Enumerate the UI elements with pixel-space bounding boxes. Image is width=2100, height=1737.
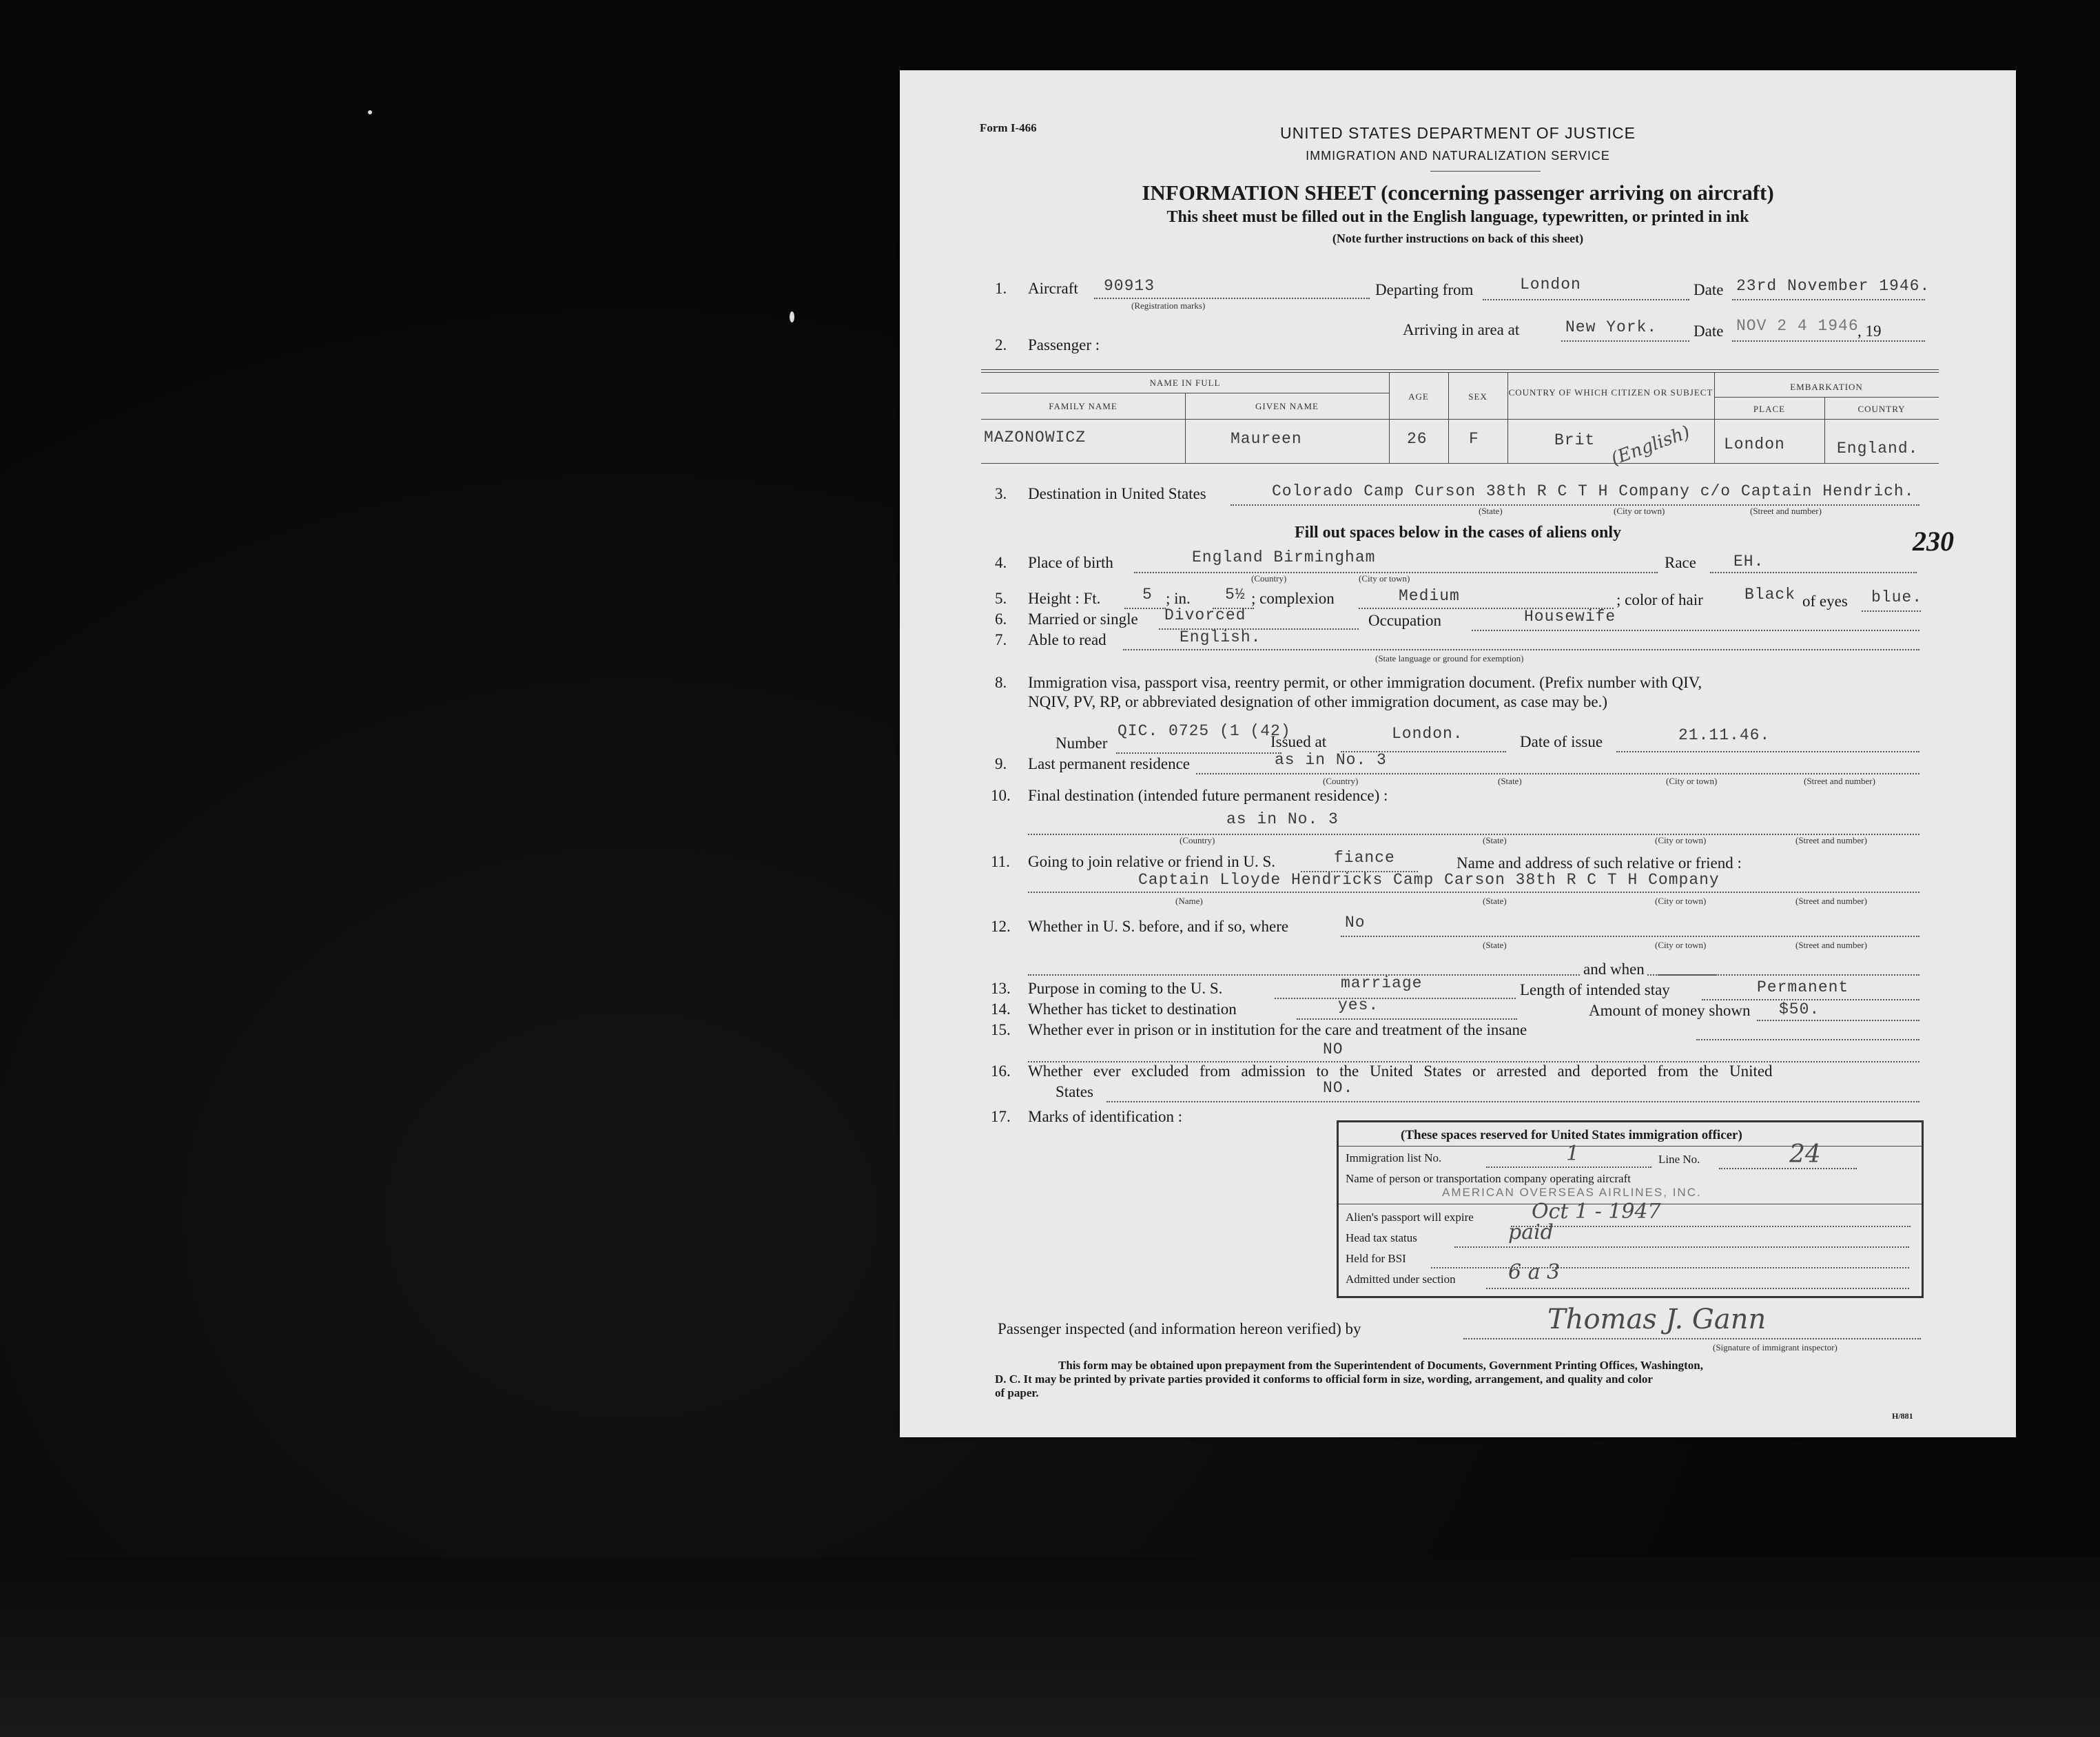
hair-label: ; color of hair xyxy=(1616,591,1703,608)
date-of-issue-value: 21.11.46. xyxy=(1678,726,1771,744)
and-when-line xyxy=(1658,974,1919,976)
complexion-label: ; complexion xyxy=(1251,590,1335,607)
table-bottom-rule xyxy=(981,463,1939,464)
header-emb-country: COUNTRY xyxy=(1857,404,1906,414)
stay-label: Length of intended stay xyxy=(1520,981,1670,998)
departure-date-value: 23rd November 1946. xyxy=(1736,277,1931,295)
excluded-label-2: States xyxy=(1056,1083,1093,1100)
able-to-read-value: English. xyxy=(1180,628,1262,646)
prison-value: NO xyxy=(1323,1040,1344,1058)
caption-city: (City or town) xyxy=(1666,776,1718,786)
occupation-label: Occupation xyxy=(1368,612,1442,629)
caption-country: (Country) xyxy=(1180,835,1215,845)
height-in-value: 5½ xyxy=(1225,586,1246,604)
join-relative-label: Going to join relative or friend in U. S. xyxy=(1028,853,1275,870)
header-name-in-full: NAME IN FULL xyxy=(1149,378,1221,388)
caption-street: (Street and number) xyxy=(1804,776,1875,786)
company-stamp: AMERICAN OVERSEAS AIRLINES, INC. xyxy=(1442,1186,1702,1199)
inspection-signature-line xyxy=(1463,1338,1921,1339)
money-value: $50. xyxy=(1779,1000,1820,1018)
caption-state: (State) xyxy=(1498,776,1522,786)
item-number: 12. xyxy=(991,918,1011,935)
doc-number-value: QIC. 0725 (1 (42) xyxy=(1118,722,1291,740)
aircraft-label: Aircraft xyxy=(1028,280,1078,297)
immigration-list-line xyxy=(1486,1166,1651,1168)
official-box-rule xyxy=(1339,1146,1922,1147)
purpose-value: marriage xyxy=(1341,974,1423,992)
eyes-value: blue. xyxy=(1871,588,1923,606)
admitted-section-label: Admitted under section xyxy=(1346,1273,1456,1286)
aircraft-line xyxy=(1094,298,1370,299)
scan-bottom-band xyxy=(0,1557,2100,1737)
sex-value: F xyxy=(1469,430,1479,448)
item-number: 15. xyxy=(991,1021,1011,1038)
excluded-line xyxy=(1106,1101,1919,1102)
date-line xyxy=(1732,299,1925,300)
form-number: Form I-466 xyxy=(980,121,1037,134)
excluded-label: Whether ever excluded from admission to the United States or arrested and deported from the United xyxy=(1028,1062,1773,1080)
height-in-label: ; in. xyxy=(1166,590,1191,607)
information-sheet xyxy=(900,70,2016,1437)
money-line xyxy=(1757,1020,1919,1021)
prison-label: Whether ever in prison or in institution for the care and treatment of the insane xyxy=(1028,1021,1527,1038)
embarkation-country-value: England. xyxy=(1837,440,1919,458)
departing-value: London xyxy=(1520,276,1581,294)
doc-number-line xyxy=(1116,752,1281,754)
caption-country: (Country) xyxy=(1323,776,1359,786)
caption-city: (City or town) xyxy=(1614,506,1665,516)
caption-city: (City or town) xyxy=(1655,940,1707,950)
arriving-label: Arriving in area at xyxy=(1403,321,1520,338)
footer-text: of paper. xyxy=(995,1386,1039,1399)
table-col-divider xyxy=(1714,372,1715,463)
caption-state: (State) xyxy=(1483,835,1507,845)
money-label: Amount of money shown xyxy=(1589,1002,1751,1019)
departing-line xyxy=(1483,299,1689,300)
given-name-value: Maureen xyxy=(1231,430,1302,448)
caption-street: (Street and number) xyxy=(1795,940,1867,950)
date-of-issue-line xyxy=(1616,751,1919,752)
language-caption: (State language or ground for exemption) xyxy=(1375,653,1524,664)
form-title: INFORMATION SHEET (concerning passenger arriving on aircraft) xyxy=(1142,181,1774,205)
header-family-name: FAMILY NAME xyxy=(1049,401,1118,411)
footer-text: D. C. It may be printed by private parties provided it conforms to official form in size, wording, arrangement, and quality and color xyxy=(995,1373,1653,1386)
embarkation-place-value: London xyxy=(1724,435,1785,453)
item-number: 7. xyxy=(995,631,1007,648)
dust-mark xyxy=(368,110,372,114)
aircraft-value: 90913 xyxy=(1104,277,1155,295)
aliens-only-heading: Fill out spaces below in the cases of aliens only xyxy=(1294,524,1621,542)
ticket-label: Whether has ticket to destination xyxy=(1028,1000,1237,1018)
caption-street: (Street and number) xyxy=(1795,896,1867,906)
service-heading: IMMIGRATION AND NATURALIZATION SERVICE xyxy=(1306,149,1610,163)
place-of-birth-value: England Birmingham xyxy=(1192,548,1376,566)
previous-visit-line xyxy=(1341,936,1919,937)
footer-text: This form may be obtained upon prepayment from the Superintendent of Documents, Government Printing Offices, Washington, xyxy=(1058,1359,1703,1372)
page-number: 230 xyxy=(1913,526,1954,557)
and-when-label: and when xyxy=(1581,960,1647,978)
arrival-date-line xyxy=(1732,340,1925,342)
place-of-birth-label: Place of birth xyxy=(1028,554,1113,571)
ticket-line xyxy=(1297,1018,1517,1020)
form-note: (Note further instructions on back of this sheet) xyxy=(1332,232,1584,245)
item-number: 10. xyxy=(991,787,1011,804)
table-header-rule xyxy=(981,419,1939,420)
item-number: 13. xyxy=(991,980,1011,997)
held-bsi-label: Held for BSI xyxy=(1346,1252,1406,1265)
item-number: 16. xyxy=(991,1062,1011,1080)
header-sex: SEX xyxy=(1468,391,1488,402)
registration-caption: (Registration marks) xyxy=(1131,300,1206,311)
caption-state: (State) xyxy=(1483,940,1507,950)
item-number: 6. xyxy=(995,610,1007,628)
item-number: 3. xyxy=(995,485,1007,502)
header-rule xyxy=(1430,171,1541,172)
race-label: Race xyxy=(1665,554,1696,571)
previous-visit-value: No xyxy=(1345,914,1366,932)
passport-expire-label: Alien's passport will expire xyxy=(1346,1211,1474,1224)
doc-number-label: Number xyxy=(1056,734,1108,752)
embarkation-subheader-rule xyxy=(1714,397,1939,398)
table-top-rule xyxy=(981,372,1939,373)
caption-state: (State) xyxy=(1483,896,1507,906)
caption-state: (State) xyxy=(1479,506,1503,516)
line-number-value: 24 xyxy=(1789,1140,1821,1169)
held-bsi-line xyxy=(1431,1267,1909,1268)
last-residence-label: Last permanent residence xyxy=(1028,755,1190,772)
date-of-issue-label: Date of issue xyxy=(1520,733,1603,750)
arrival-year-prefix: , 19 xyxy=(1857,322,1882,340)
caption-name: (Name) xyxy=(1175,896,1203,906)
issued-at-value: London. xyxy=(1392,725,1463,743)
inspection-label: Passenger inspected (and information hereon verified) by xyxy=(998,1320,1361,1337)
prison-line xyxy=(1696,1039,1919,1040)
stay-value: Permanent xyxy=(1757,978,1849,996)
item-number: 9. xyxy=(995,755,1007,772)
header-age: AGE xyxy=(1408,391,1429,402)
race-value: EH. xyxy=(1733,553,1764,571)
immigration-doc-text: Immigration visa, passport visa, reentry permit, or other immigration document. (Prefix number with QIV, xyxy=(1028,674,1702,691)
date-label: Date xyxy=(1694,281,1724,298)
marital-label: Married or single xyxy=(1028,610,1138,628)
line-number-line xyxy=(1719,1168,1857,1169)
department-heading: UNITED STATES DEPARTMENT OF JUSTICE xyxy=(1280,124,1636,142)
admitted-section-line xyxy=(1486,1288,1909,1289)
official-box-heading: (These spaces reserved for United States immigration officer) xyxy=(1401,1128,1742,1142)
table-col-divider xyxy=(1824,397,1825,463)
departing-label: Departing from xyxy=(1375,281,1474,298)
head-tax-value: paid xyxy=(1508,1220,1554,1244)
arrival-date-stamp: NOV 2 4 1946 xyxy=(1736,317,1859,335)
signature-caption: (Signature of immigrant inspector) xyxy=(1713,1342,1838,1353)
final-destination-line xyxy=(1028,834,1919,835)
form-instruction: This sheet must be filled out in the English language, typewritten, or printed in ink xyxy=(1166,208,1749,226)
country-handwritten-note: (English) xyxy=(1608,422,1693,470)
last-residence-value: as in No. 3 xyxy=(1275,751,1387,769)
hair-value: Black xyxy=(1744,586,1796,604)
relative-address-line xyxy=(1028,892,1919,893)
caption-city: (City or town) xyxy=(1359,573,1410,584)
height-label: Height : Ft. xyxy=(1028,590,1101,607)
immigration-list-label: Immigration list No. xyxy=(1346,1151,1442,1164)
height-ft-line xyxy=(1124,608,1166,609)
header-country-citizen: COUNTRY OF WHICH CITIZEN OR SUBJECT xyxy=(1508,387,1713,398)
race-line xyxy=(1710,572,1917,573)
caption-street: (Street and number) xyxy=(1795,835,1867,845)
item-number: 4. xyxy=(995,554,1007,571)
arriving-line xyxy=(1561,340,1689,342)
table-col-divider xyxy=(1389,372,1390,463)
immigration-doc-text: NQIV, PV, RP, or abbreviated designation of other immigration document, as case may be.) xyxy=(1028,693,1608,710)
relative-name-label: Name and address of such relative or friend : xyxy=(1456,854,1742,872)
marital-value: Divorced xyxy=(1164,606,1246,624)
last-residence-line xyxy=(1196,773,1919,774)
relative-address-value: Captain Lloyde Hendricks Camp Carson 38th R C T H Company xyxy=(1138,871,1720,889)
passport-expire-value: Oct 1 - 1947 xyxy=(1532,1200,1661,1224)
caption-country: (Country) xyxy=(1251,573,1287,584)
item-number: 5. xyxy=(995,590,1007,607)
able-to-read-label: Able to read xyxy=(1028,631,1106,648)
destination-value: Colorado Camp Curson 38th R C T H Company c/o Captain Hendrich. xyxy=(1272,482,1915,500)
destination-label: Destination in United States xyxy=(1028,485,1206,502)
item-number: 17. xyxy=(991,1108,1011,1125)
excluded-value: NO. xyxy=(1323,1079,1354,1097)
table-col-divider xyxy=(1507,372,1508,463)
company-label: Name of person or transportation company operating aircraft xyxy=(1346,1172,1631,1185)
caption-city: (City or town) xyxy=(1655,896,1707,906)
eyes-label: of eyes xyxy=(1802,593,1848,610)
caption-city: (City or town) xyxy=(1655,835,1707,845)
purpose-line xyxy=(1275,998,1516,999)
header-given-name: GIVEN NAME xyxy=(1255,401,1319,411)
eyes-line xyxy=(1862,610,1921,612)
identification-marks-label: Marks of identification : xyxy=(1028,1108,1183,1125)
item-number: 1. xyxy=(995,280,1007,297)
immigration-list-value: 1 xyxy=(1566,1142,1580,1166)
line-number-label: Line No. xyxy=(1658,1153,1700,1166)
inspector-signature: Thomas J. Gann xyxy=(1547,1304,1767,1335)
final-destination-label: Final destination (intended future permanent residence) : xyxy=(1028,787,1388,804)
dust-mark xyxy=(790,311,794,322)
passenger-label: Passenger : xyxy=(1028,336,1100,353)
complexion-value: Medium xyxy=(1399,587,1460,605)
arriving-value: New York. xyxy=(1565,318,1658,336)
passport-expire-line xyxy=(1511,1226,1911,1227)
table-top-rule xyxy=(981,369,1939,370)
head-tax-line xyxy=(1454,1246,1909,1248)
purpose-label: Purpose in coming to the U. S. xyxy=(1028,980,1223,997)
arrival-date-label: Date xyxy=(1694,322,1724,340)
issued-at-label: Issued at xyxy=(1270,733,1327,750)
occupation-value: Housewife xyxy=(1524,608,1616,626)
previous-visit-label: Whether in U. S. before, and if so, where xyxy=(1028,918,1289,935)
item-number: 14. xyxy=(991,1000,1011,1018)
height-ft-value: 5 xyxy=(1142,586,1153,604)
item-number: 2. xyxy=(995,336,1007,353)
country-value: Brit xyxy=(1554,431,1596,449)
final-destination-value: as in No. 3 xyxy=(1226,810,1339,828)
able-to-read-line xyxy=(1123,649,1919,650)
header-embarkation: EMBARKATION xyxy=(1790,382,1863,392)
caption-street: (Street and number) xyxy=(1750,506,1822,516)
official-use-box xyxy=(1337,1120,1924,1298)
table-col-divider xyxy=(1185,393,1186,463)
relation-value: fiance xyxy=(1334,849,1395,867)
footer-code: H/881 xyxy=(1892,1411,1913,1421)
occupation-line xyxy=(1472,630,1919,631)
header-place: PLACE xyxy=(1753,404,1786,414)
admitted-section-value: 6 a 3 xyxy=(1508,1260,1561,1284)
table-col-divider xyxy=(1448,372,1449,463)
item-number: 11. xyxy=(991,853,1010,870)
ticket-value: yes. xyxy=(1338,996,1379,1014)
age-value: 26 xyxy=(1407,430,1428,448)
family-name-value: MAZONOWICZ xyxy=(984,429,1087,446)
item-number: 8. xyxy=(995,674,1007,691)
head-tax-label: Head tax status xyxy=(1346,1231,1417,1244)
